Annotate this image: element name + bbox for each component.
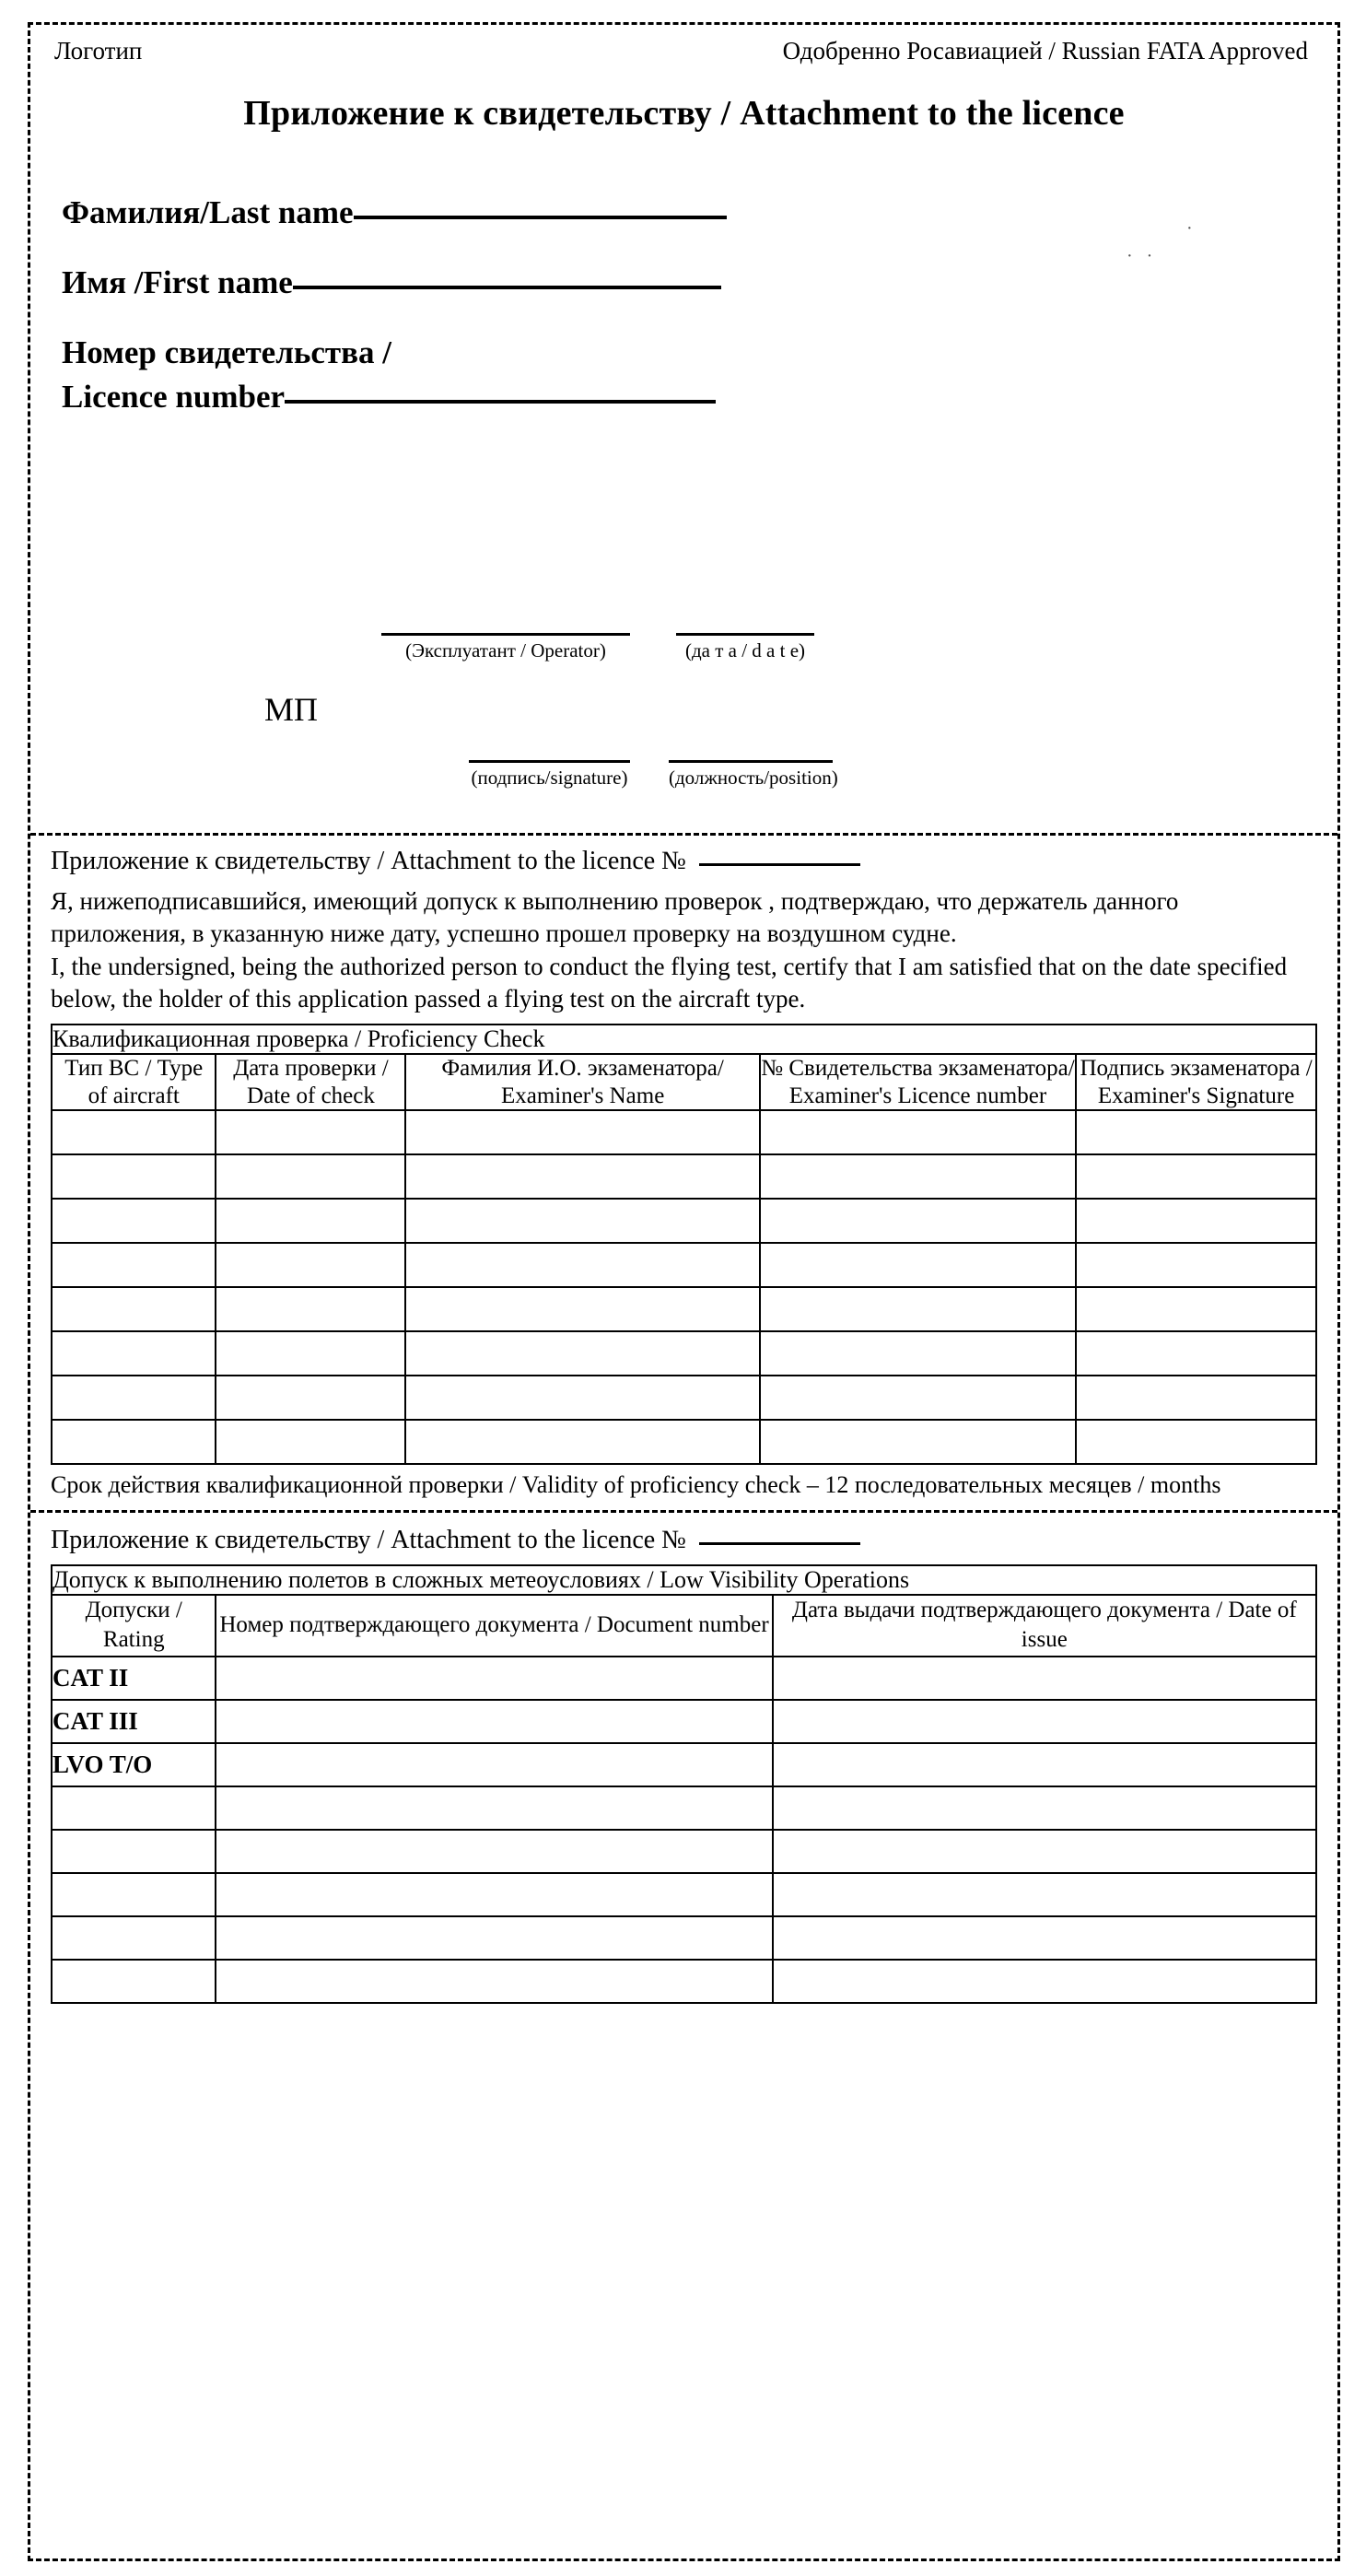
col-type-of-aircraft: Тип ВС / Type of aircraft [52, 1054, 216, 1110]
rating-label: CAT II [52, 1657, 216, 1700]
proficiency-cell[interactable] [216, 1243, 405, 1287]
proficiency-cell[interactable] [405, 1110, 759, 1154]
signature-caption: (подпись/signature) [471, 767, 628, 789]
proficiency-cell[interactable] [52, 1199, 216, 1243]
lvo-cell[interactable] [773, 1700, 1316, 1743]
lvo-cell[interactable] [773, 1786, 1316, 1830]
proficiency-cell[interactable] [1076, 1154, 1316, 1199]
attachment-number-input-2[interactable] [699, 863, 860, 866]
proficiency-cell[interactable] [1076, 1420, 1316, 1464]
page-title: Приложение к свидетельству / Attachment to the licence [243, 93, 1125, 133]
lvo-cell[interactable] [52, 1873, 216, 1916]
lvo-table-caption: Допуск к выполнению полетов в сложных метеоусловиях / Low Visibility Operations [52, 1565, 1316, 1595]
proficiency-cell[interactable] [405, 1376, 759, 1420]
col-document-number: Номер подтверждающего документа / Document number [216, 1595, 772, 1657]
table-row [52, 1700, 1316, 1743]
proficiency-section [30, 836, 1337, 1513]
scan-artifact-2: · [1186, 218, 1197, 239]
proficiency-cell[interactable] [1076, 1287, 1316, 1331]
lvo-cell[interactable] [52, 1830, 216, 1873]
table-row [52, 1420, 1316, 1464]
table-row [52, 1376, 1316, 1420]
proficiency-cell[interactable] [405, 1199, 759, 1243]
low-visibility-section [30, 1513, 1337, 2004]
last-name-field-row [62, 194, 1313, 231]
table-row [52, 1916, 1316, 1960]
proficiency-cell[interactable] [405, 1243, 759, 1287]
proficiency-cell[interactable] [52, 1287, 216, 1331]
lvo-cell[interactable] [216, 1916, 772, 1960]
licence-number-label-row-ru [62, 334, 1313, 371]
declaration-english: I, the undersigned, being the authorized person to conduct the flying test, certify that I am satisfied that on the date specified below, the holder of this application passed a flying test on the aircraft type. [51, 953, 1288, 1013]
lvo-cell[interactable] [52, 1916, 216, 1960]
proficiency-cell[interactable] [405, 1154, 759, 1199]
proficiency-cell[interactable] [216, 1110, 405, 1154]
lvo-cell[interactable] [216, 1960, 772, 2003]
table-row [52, 1199, 1316, 1243]
signature-area [54, 624, 1313, 826]
operator-caption: (Эксплуатант / Operator) [405, 639, 606, 662]
lvo-cell[interactable] [216, 1786, 772, 1830]
proficiency-cell[interactable] [760, 1331, 1076, 1376]
table-row [52, 1287, 1316, 1331]
approval-statement: Одобренно Росавиацией / Russian FATA Approved [782, 37, 1308, 64]
col-date-of-issue: Дата выдачи подтверждающего документа / Date of issue [773, 1595, 1316, 1657]
logo-placeholder: Логотип [54, 37, 143, 64]
lvo-table-body [52, 1657, 1316, 2003]
scan-artifact: · · [1127, 246, 1158, 266]
lvo-cell[interactable] [773, 1873, 1316, 1916]
attachment-label-2: Приложение к свидетельству / Attachment to the licence № [51, 847, 686, 875]
proficiency-cell[interactable] [760, 1287, 1076, 1331]
lvo-cell[interactable] [216, 1700, 772, 1743]
proficiency-cell[interactable] [52, 1376, 216, 1420]
lvo-cell[interactable] [216, 1657, 772, 1700]
licence-number-label-en: Licence number [62, 378, 286, 415]
signature-block [469, 760, 630, 790]
proficiency-cell[interactable] [216, 1154, 405, 1199]
first-name-label: Имя /First name [62, 263, 293, 300]
licence-number-label-ru: Номер свидетельства / [62, 334, 391, 370]
lvo-caption-row [52, 1565, 1316, 1595]
lvo-cell[interactable] [773, 1916, 1316, 1960]
col-examiner-licence-number: № Свидетельства экзаменатора/ Examiner's Licence number [760, 1054, 1076, 1110]
table-row [52, 1873, 1316, 1916]
table-row [52, 1786, 1316, 1830]
proficiency-cell[interactable] [405, 1331, 759, 1376]
proficiency-cell[interactable] [52, 1420, 216, 1464]
rating-label: CAT III [52, 1700, 216, 1743]
lvo-cell[interactable] [52, 1960, 216, 2003]
col-rating: Допуски / Rating [52, 1595, 216, 1657]
first-name-field-row [62, 264, 1313, 301]
lvo-cell[interactable] [216, 1743, 772, 1786]
last-name-label: Фамилия/Last name [62, 193, 354, 230]
table-row [52, 1657, 1316, 1700]
proficiency-cell[interactable] [52, 1154, 216, 1199]
proficiency-cell[interactable] [52, 1110, 216, 1154]
position-caption: (должность/position) [669, 767, 838, 789]
proficiency-cell[interactable] [216, 1376, 405, 1420]
proficiency-cell[interactable] [405, 1287, 759, 1331]
lvo-cell[interactable] [773, 1657, 1316, 1700]
proficiency-cell[interactable] [1076, 1199, 1316, 1243]
lvo-cell[interactable] [216, 1830, 772, 1873]
table-row [52, 1243, 1316, 1287]
lvo-header-row [52, 1595, 1316, 1657]
table-row [52, 1110, 1316, 1154]
first-name-input[interactable] [293, 286, 721, 289]
header-row [54, 38, 1313, 65]
table-row [52, 1154, 1316, 1199]
date-rule[interactable] [676, 633, 814, 636]
proficiency-cell[interactable] [216, 1331, 405, 1376]
validity-note: Срок действия квалификационной проверки / Validity of proficiency check – 12 последовательных месяцев / months [51, 1471, 1221, 1499]
proficiency-cell[interactable] [760, 1199, 1076, 1243]
proficiency-cell[interactable] [760, 1243, 1076, 1287]
proficiency-table-body [52, 1110, 1316, 1464]
col-examiner-name: Фамилия И.О. экзаменатора/ Examiner's Name [405, 1054, 759, 1110]
lvo-cell[interactable] [773, 1830, 1316, 1873]
proficiency-cell[interactable] [216, 1420, 405, 1464]
proficiency-caption-row [52, 1025, 1316, 1054]
proficiency-cell[interactable] [760, 1154, 1076, 1199]
lvo-cell[interactable] [773, 1743, 1316, 1786]
date-caption: (да т а / d a t e) [684, 639, 806, 662]
proficiency-cell[interactable] [760, 1420, 1076, 1464]
declaration-russian: Я, нижеподписавшийся, имеющий допуск к выполнению проверок , подтверждаю, что держатель данного приложения, в указанную ниже дату, успешно прошел проверку на воздушном судне. [51, 887, 1179, 947]
rating-label: LVO T/O [52, 1743, 216, 1786]
lvo-cell[interactable] [52, 1786, 216, 1830]
date-block [676, 633, 814, 662]
proficiency-table-caption: Квалификационная проверка / Proficiency Check [52, 1025, 1316, 1054]
identity-section [30, 25, 1337, 836]
proficiency-check-table [51, 1024, 1317, 1465]
identity-fields [54, 194, 1313, 416]
attachment-number-line-2 [51, 847, 1317, 876]
table-row [52, 1743, 1316, 1786]
licence-number-input[interactable] [285, 400, 716, 404]
operator-rule[interactable] [381, 633, 630, 636]
form-page [28, 22, 1340, 2561]
proficiency-cell[interactable] [216, 1199, 405, 1243]
attachment-number-input-3[interactable] [699, 1542, 860, 1545]
proficiency-cell[interactable] [1076, 1243, 1316, 1287]
lvo-cell[interactable] [773, 1960, 1316, 2003]
licence-number-field-row [62, 379, 1313, 416]
col-examiner-signature: Подпись экзаменатора / Examiner's Signature [1076, 1054, 1316, 1110]
proficiency-cell[interactable] [760, 1110, 1076, 1154]
proficiency-cell[interactable] [52, 1243, 216, 1287]
proficiency-cell[interactable] [760, 1376, 1076, 1420]
stamp-mark: МП [264, 691, 319, 728]
position-rule[interactable] [669, 760, 833, 763]
attachment-label-3: Приложение к свидетельству / Attachment to the licence № [51, 1525, 686, 1554]
position-block [669, 760, 838, 790]
proficiency-cell[interactable] [216, 1287, 405, 1331]
lvo-cell[interactable] [216, 1873, 772, 1916]
proficiency-cell[interactable] [1076, 1110, 1316, 1154]
proficiency-cell[interactable] [405, 1420, 759, 1464]
table-row [52, 1830, 1316, 1873]
low-visibility-table [51, 1564, 1317, 2004]
proficiency-header-row [52, 1054, 1316, 1110]
operator-signature-block [381, 633, 630, 662]
proficiency-cell[interactable] [1076, 1331, 1316, 1376]
proficiency-cell[interactable] [52, 1331, 216, 1376]
proficiency-cell[interactable] [1076, 1376, 1316, 1420]
col-date-of-check: Дата проверки / Date of check [216, 1054, 405, 1110]
last-name-input[interactable] [354, 216, 727, 219]
signature-rule[interactable] [469, 760, 630, 763]
table-row [52, 1960, 1316, 2003]
attachment-number-line-3 [51, 1526, 1317, 1555]
table-row [52, 1331, 1316, 1376]
